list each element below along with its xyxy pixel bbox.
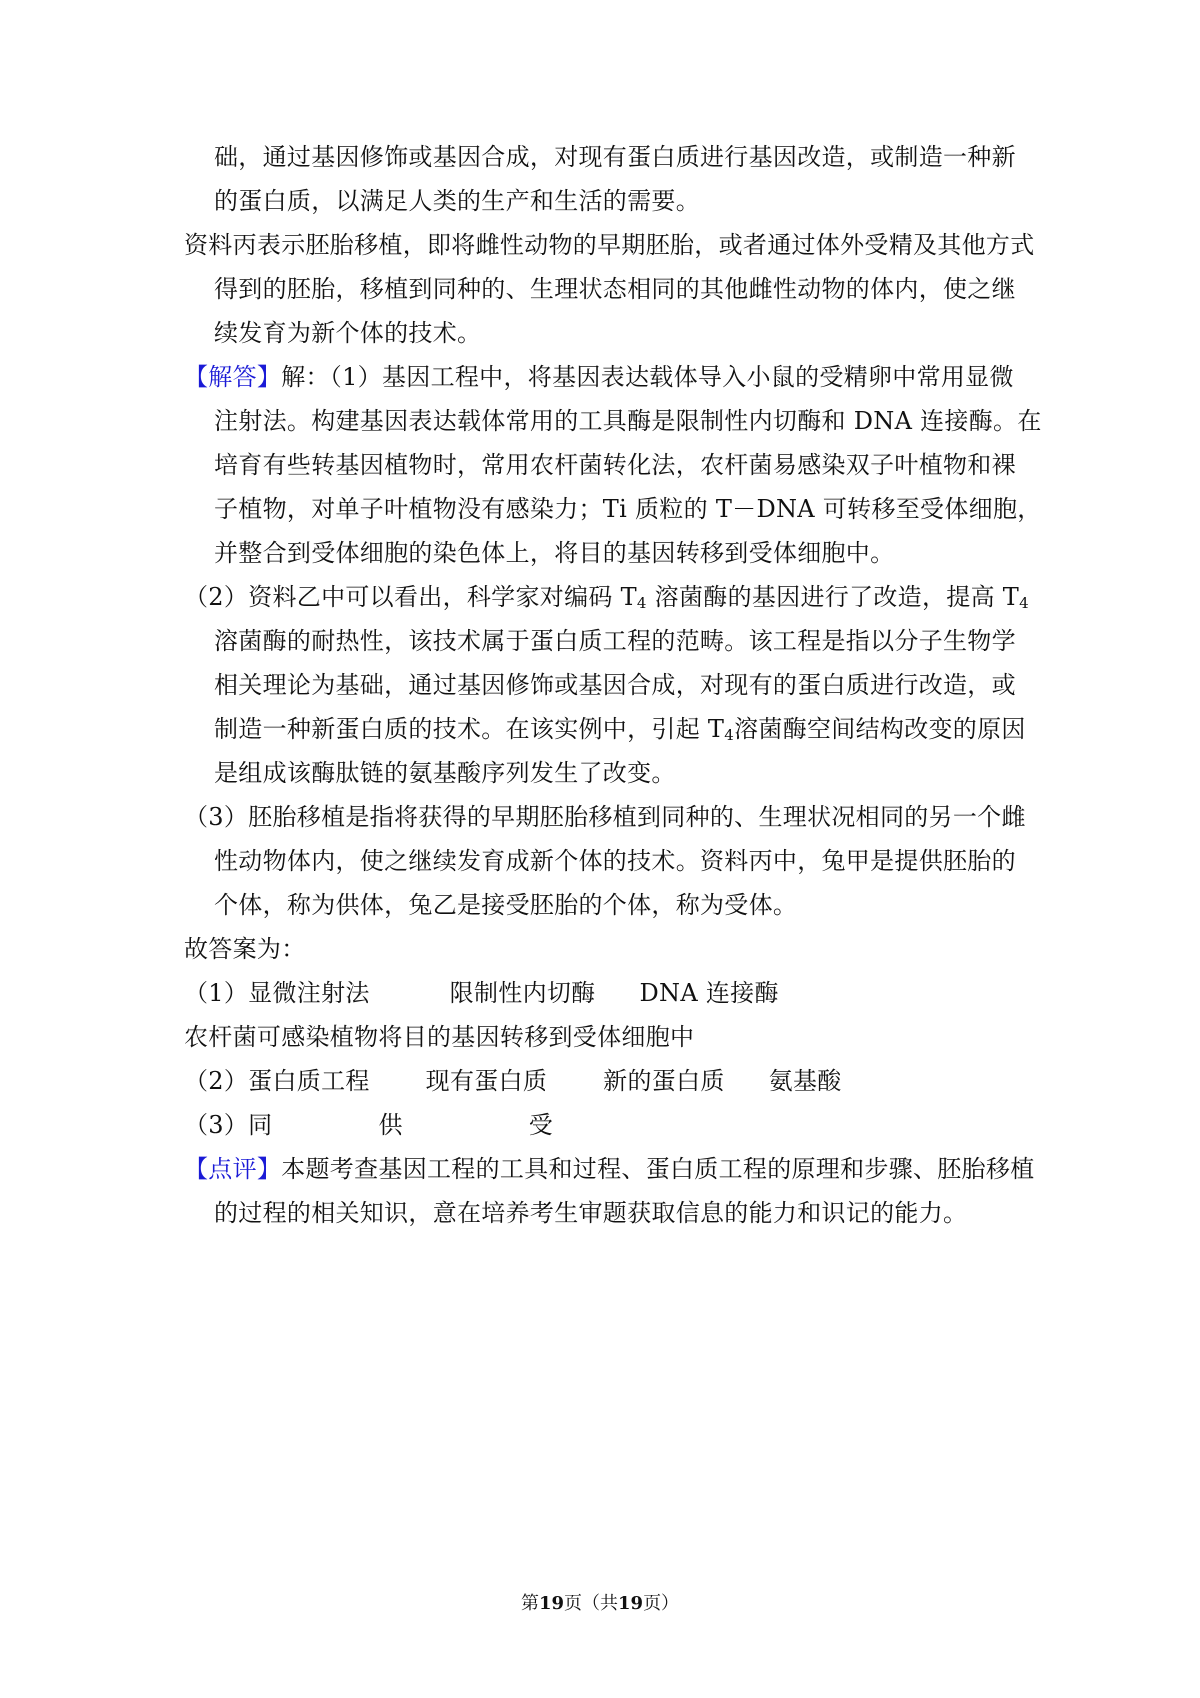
answer-cell: （2）蛋白质工程 (184, 1067, 370, 1095)
footer-total-pages: 19 (618, 1593, 644, 1614)
text-line (214, 712, 1026, 746)
answer-line (184, 360, 1014, 394)
answer-cell: （3）同 (184, 1111, 273, 1139)
text-segment: 溶菌酶的基因进行了改造，提高 T (646, 583, 1020, 611)
footer-middle: 页（共 (564, 1593, 618, 1614)
text-line: 农杆菌可感染植物将目的基因转移到受体细胞中 (184, 1023, 695, 1051)
comment-tag: 【点评】 (184, 1155, 282, 1183)
answer-cell: 现有蛋白质 (425, 1067, 548, 1095)
answer-row-1 (184, 976, 779, 1010)
text-line: 故答案为： (184, 935, 306, 963)
subscript: 4 (636, 594, 647, 612)
text-line: 资料丙表示胚胎移植，即将雌性动物的早期胚胎，或者通过体外受精及其他方式 (184, 231, 1035, 259)
answer-cell: 限制性内切酶 (449, 979, 596, 1007)
text-line: 注射法。构建基因表达载体常用的工具酶是限制性内切酶和 DNA 连接酶。在 (214, 407, 1042, 435)
text-line: 并整合到受体细胞的染色体上，将目的基因转移到受体细胞中。 (214, 539, 895, 567)
answer-text: 解：（1）基因工程中，将基因表达载体导入小鼠的受精卵中常用显微 (281, 363, 1014, 391)
text-line: 得到的胚胎，移植到同种的、生理状态相同的其他雌性动物的体内，使之继 (214, 275, 1016, 303)
answer-row-2 (184, 1064, 842, 1098)
text-line: 是组成该酶肽链的氨基酸序列发生了改变。 (214, 759, 676, 787)
answer-tag: 【解答】 (184, 363, 282, 391)
subscript: 4 (724, 726, 735, 744)
answer-cell: （1）显微注射法 (184, 979, 370, 1007)
footer-suffix: 页） (643, 1593, 680, 1614)
text-line: 性动物体内，使之继续发育成新个体的技术。资料丙中，兔甲是提供胚胎的 (214, 847, 1016, 875)
footer-prefix: 第 (520, 1593, 539, 1614)
footer-page-number: 19 (538, 1593, 564, 1614)
text-line: 培育有些转基因植物时，常用农杆菌转化法，农杆菌易感染双子叶植物和裸 (214, 451, 1016, 479)
answer-cell: 供 (378, 1111, 403, 1139)
answer-cell: DNA 连接酶 (639, 979, 779, 1007)
text-line: 子植物，对单子叶植物没有感染力；Ti 质粒的 T－DNA 可转移至受体细胞， (214, 495, 1042, 523)
comment-line (184, 1152, 1035, 1186)
answer-cell: 受 (528, 1111, 554, 1139)
text-segment: 溶菌酶空间结构改变的原因 (734, 715, 1026, 743)
subscript: 4 (1019, 594, 1029, 612)
text-line: 溶菌酶的耐热性，该技术属于蛋白质工程的范畴。该工程是指以分子生物学 (214, 627, 1016, 655)
page-footer (0, 1592, 1200, 1616)
text-line: 续发育为新个体的技术。 (214, 319, 482, 347)
answer-row-3 (184, 1108, 553, 1142)
text-line: 的蛋白质，以满足人类的生产和生活的需要。 (214, 187, 700, 215)
answer-cell: 氨基酸 (768, 1067, 842, 1095)
text-line (184, 580, 1029, 614)
comment-text: 本题考查基因工程的工具和过程、蛋白质工程的原理和步骤、胚胎移植 (281, 1155, 1035, 1183)
answer-cell: 新的蛋白质 (603, 1067, 725, 1095)
text-segment: 制造一种新蛋白质的技术。在该实例中，引起 T (214, 715, 725, 743)
text-line: （3）胚胎移植是指将获得的早期胚胎移植到同种的、生理状况相同的另一个雌 (184, 803, 1026, 831)
text-line: 础，通过基因修饰或基因合成，对现有蛋白质进行基因改造，或制造一种新 (214, 143, 1016, 171)
text-line: 相关理论为基础，通过基因修饰或基因合成，对现有的蛋白质进行改造，或 (214, 671, 1016, 699)
text-segment: （2）资料乙中可以看出，科学家对编码 T (184, 583, 637, 611)
text-line: 个体，称为供体，兔乙是接受胚胎的个体，称为受体。 (214, 891, 798, 919)
text-line: 的过程的相关知识，意在培养考生审题获取信息的能力和识记的能力。 (214, 1199, 968, 1227)
